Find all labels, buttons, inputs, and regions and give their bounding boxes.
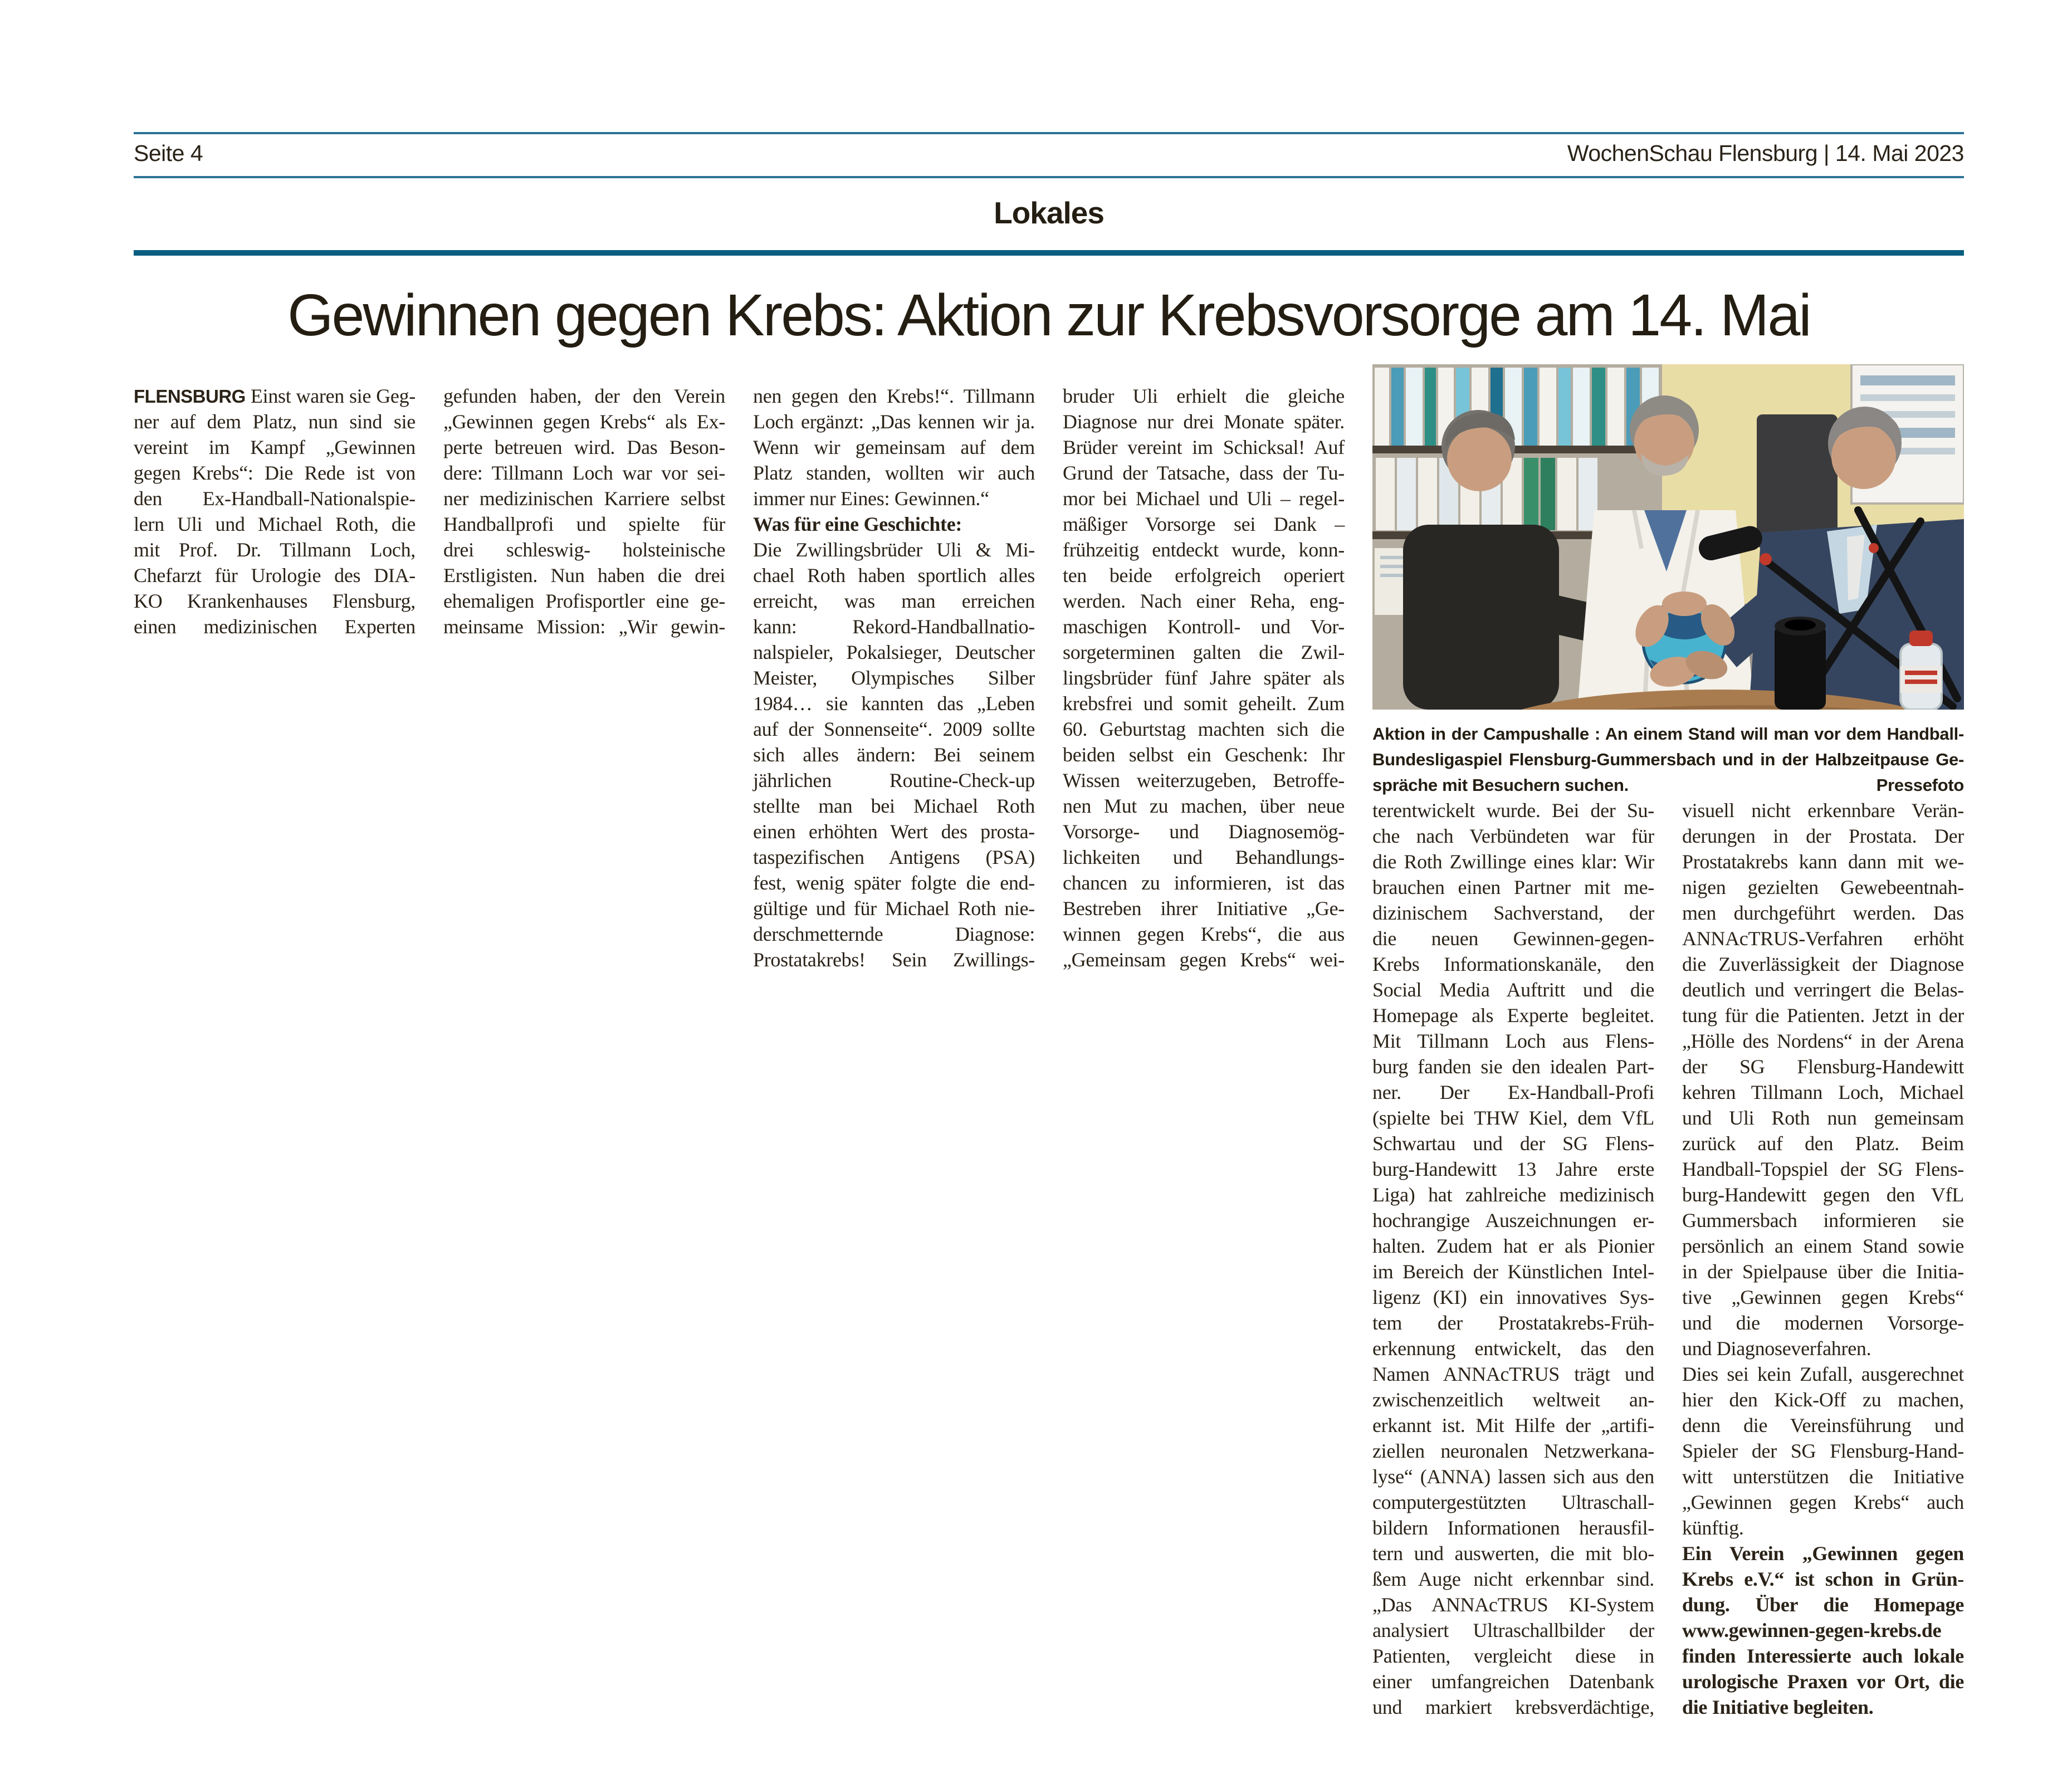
- article-line: ßem Auge nicht erkennbar sind.: [1372, 1568, 1654, 1590]
- article-line: brauchen einen Partner mit me-: [1372, 876, 1654, 898]
- article-line: lichkeiten und Behandlungs-: [1063, 846, 1345, 868]
- article-line: den Ex-Handball-Nationalspie-: [134, 487, 416, 510]
- photo-caption: [1372, 721, 1964, 798]
- article-line: terentwickelt wurde. Bei der Su-: [1372, 799, 1654, 822]
- article-line: Gummersbach informieren sie: [1682, 1209, 1964, 1231]
- article-line: Meister, Olympisches Silber: [753, 667, 1035, 689]
- article-line: Patienten, vergleicht diese in: [1372, 1645, 1654, 1667]
- article-line: winnen gegen Krebs“, die aus: [1063, 923, 1345, 945]
- page-number: Seite 4: [134, 140, 203, 166]
- article-line: ner medizinischen Karriere selbst: [443, 487, 725, 510]
- article-line: (spielte bei THW Kiel, dem VfL: [1372, 1107, 1654, 1129]
- article-line: jährlichen Routine-Check-up: [753, 769, 1035, 791]
- article-line: ligenz (KI) ein innovatives Sys-: [1372, 1286, 1654, 1308]
- article-line: bruder Uli erhielt die gleiche: [1063, 385, 1345, 407]
- article-line: lingsbrüder fünf Jahre später als: [1063, 667, 1345, 689]
- article-headline: Gewinnen gegen Krebs: Aktion zur Krebsvorsorge am 14. Mai: [287, 282, 1810, 348]
- article-line: chancen zu informieren, ist das: [1063, 872, 1345, 894]
- article-line: Brüder vereint im Schicksal! Auf: [1063, 436, 1345, 458]
- article-line: Grund der Tatsache, dass der Tu-: [1063, 462, 1345, 484]
- section-title: Lokales: [994, 196, 1104, 230]
- article-line: Wissen weiterzugeben, Betroffe-: [1063, 769, 1345, 791]
- article-line: taspezifischen Antigens (PSA): [753, 846, 1035, 868]
- article-line: Mit Tillmann Loch aus Flens-: [1372, 1030, 1654, 1052]
- article-column-4: [1063, 383, 1345, 972]
- article-line: halten. Zudem hat er als Pionier: [1372, 1235, 1654, 1257]
- article-line: erreicht, was man erreichen: [753, 590, 1035, 612]
- article-line: Dies sei kein Zufall, ausgerechnet: [1682, 1363, 1964, 1385]
- article-line: Prostatakrebs kann dann mit we-: [1682, 851, 1964, 873]
- article-line: finden Interessierte auch lokale: [1682, 1645, 1964, 1667]
- article-line: die Zuverlässigkeit der Diagnose: [1682, 953, 1964, 975]
- article-line: bildern Informationen herausfil-: [1372, 1517, 1654, 1539]
- article-line: zurück auf den Platz. Beim: [1682, 1132, 1964, 1155]
- press-photo: [1372, 364, 1964, 710]
- article-line: Spieler der SG Flensburg-Hand-: [1682, 1440, 1964, 1462]
- article-line: und Diagnoseverfahren.: [1682, 1337, 1871, 1360]
- article-line: tern und auswerten, die mit blo-: [1372, 1542, 1654, 1565]
- article-line: derschmetternde Diagnose:: [753, 923, 1035, 945]
- article-column-3: [753, 383, 1035, 972]
- header-bottom-rule: [134, 176, 1964, 178]
- article-line: nen Mut zu machen, über neue: [1063, 795, 1345, 817]
- article-line: lyse“ (ANNA) lassen sich aus den: [1372, 1465, 1654, 1488]
- section-rule: [134, 250, 1964, 256]
- article-line: und die modernen Vorsorge-: [1682, 1312, 1964, 1334]
- article-line: mor bei Michael und Uli – regel-: [1063, 487, 1345, 510]
- caption-line: Aktion in der Campushalle : An einem Stand will man vor dem Handball-: [1372, 724, 1964, 744]
- article-line: beiden selbst ein Geschenk: Ihr: [1063, 744, 1345, 766]
- article-line: deutlich und verringert die Belas-: [1682, 979, 1964, 1001]
- article-line: Was für eine Geschichte:: [753, 513, 962, 535]
- article-line: witt unterstützen die Initiative: [1682, 1465, 1964, 1488]
- article-line: 60. Geburtstag machten sich die: [1063, 718, 1345, 740]
- article-line: burg-Handewitt gegen den VfL: [1682, 1184, 1964, 1206]
- monitor: [1757, 414, 1838, 548]
- article-line: ziellen neuronalen Netzwerkana-: [1372, 1440, 1654, 1462]
- article-line: sorgeterminen galten die Zwil-: [1063, 641, 1345, 663]
- article-line: einen medizinischen Experten: [134, 615, 416, 638]
- article-line: analysiert Ultraschallbilder der: [1372, 1619, 1654, 1641]
- article-line: sich alles ändern: Bei seinem: [753, 744, 1035, 766]
- article-line: Krebs Informationskanäle, den: [1372, 953, 1654, 975]
- article-line: Chefarzt für Urologie des DIA-: [134, 564, 416, 587]
- article-line: Handballprofi und spielte für: [443, 513, 725, 535]
- photo-credit: Pressefoto: [1876, 775, 1964, 795]
- article-line: werden. Nach einer Reha, eng-: [1063, 590, 1345, 612]
- article-line: denn die Vereinsführung und: [1682, 1414, 1964, 1436]
- article-line: nigen gezielten Gewebeentnah-: [1682, 876, 1964, 898]
- article-line: im Bereich der Künstlichen Intel-: [1372, 1260, 1654, 1283]
- article-line: zwischenzeitlich weltweit an-: [1372, 1389, 1654, 1411]
- article-line: Liga) hat zahlreiche medizinisch: [1372, 1184, 1654, 1206]
- article-line: Loch ergänzt: „Das kennen wir ja.: [753, 410, 1035, 433]
- article-line: ten beide erfolgreich operiert: [1063, 564, 1345, 587]
- article-line: urologische Praxen vor Ort, die: [1682, 1670, 1964, 1693]
- article-line: Schwartau und der SG Flens-: [1372, 1132, 1654, 1155]
- article-line: einer umfangreichen Datenbank: [1372, 1670, 1654, 1693]
- article-line: „Gewinnen gegen Krebs“ als Ex-: [443, 410, 725, 433]
- article-line: drei schleswig- holsteinische: [443, 539, 725, 561]
- article-line: meinsame Mission: „Wir gewin-: [443, 615, 725, 638]
- article-line: lern Uli und Michael Roth, die: [134, 513, 416, 535]
- article-line: in der Spielpause über die Initia-: [1682, 1260, 1964, 1283]
- article-column-6: [1682, 798, 1964, 1720]
- article-line: dung. Über die Homepage: [1682, 1594, 1964, 1616]
- article-line: hochrangige Auszeichnungen er-: [1372, 1209, 1654, 1231]
- article-line: fest, wenig später folgte die end-: [753, 872, 1035, 894]
- article-line: visuell nicht erkennbare Verän-: [1682, 799, 1964, 822]
- article-line: men durchgeführt werden. Das: [1682, 902, 1964, 924]
- article-line: kehren Tillmann Loch, Michael: [1682, 1081, 1964, 1103]
- article-line: Krebs e.V.“ ist schon in Grün-: [1682, 1568, 1964, 1590]
- article-line: erkennung entwickelt, das den: [1372, 1337, 1654, 1360]
- article-line: mäßiger Vorsorge sei Dank –: [1063, 513, 1345, 535]
- article-line: „Gemeinsam gegen Krebs“ wei-: [1063, 949, 1345, 971]
- article-line: erkannt ist. Mit Hilfe der „artifi-: [1372, 1414, 1654, 1436]
- article-line: Bestreben ihrer Initiative „Ge-: [1063, 897, 1345, 920]
- article-line: hier den Kick-Off zu machen,: [1682, 1389, 1964, 1411]
- article-line: persönlich an einem Stand sowie: [1682, 1235, 1964, 1257]
- article-column-2: [443, 383, 725, 639]
- article-line: Prostatakrebs! Sein Zwillings-: [753, 949, 1035, 971]
- caption-text: spräche mit Besuchern suchen.: [1372, 775, 1629, 795]
- article-line: mit Prof. Dr. Tillmann Loch,: [134, 539, 416, 561]
- article-line: nalspieler, Pokalsieger, Deutscher: [753, 641, 1035, 663]
- article-line: chael Roth haben sportlich alles: [753, 564, 1035, 587]
- article-line: Namen ANNAcTRUS trägt und: [1372, 1363, 1654, 1385]
- article-line: die neuen Gewinnen-gegen-: [1372, 927, 1654, 950]
- article-line: dere: Tillmann Loch war vor sei-: [443, 462, 725, 484]
- article-line: Ein Verein „Gewinnen gegen: [1682, 1542, 1964, 1565]
- press-photo-illustration: [1372, 364, 1964, 710]
- article-line: die Initiative begleiten.: [1682, 1696, 1874, 1718]
- article-line: computergestützten Ultraschall-: [1372, 1491, 1654, 1513]
- article-line: auf der Sonnenseite“. 2009 sollte: [753, 718, 1035, 740]
- masthead-date: WochenSchau Flensburg | 14. Mai 2023: [1567, 140, 1964, 166]
- article-line: tem der Prostatakrebs-Früh-: [1372, 1312, 1654, 1334]
- article-line: tive „Gewinnen gegen Krebs“: [1682, 1286, 1964, 1308]
- article-line: immer nur Eines: Gewinnen.“: [753, 487, 989, 510]
- article-line: künftig.: [1682, 1517, 1744, 1539]
- article-line: derungen in der Prostata. Der: [1682, 825, 1964, 847]
- article-line: www.gewinnen-gegen-krebs.de: [1682, 1619, 1942, 1641]
- article-line: gefunden haben, der den Verein: [443, 385, 725, 407]
- article-line: stellte man bei Michael Roth: [753, 795, 1035, 817]
- article-line: der SG Flensburg-Handewitt: [1682, 1055, 1964, 1078]
- article-line: Platz standen, wollten wir auch: [753, 462, 1035, 484]
- article-line: 1984… sie kannten das „Leben: [753, 692, 1035, 715]
- article-line: frühzeitig entdeckt wurde, konn-: [1063, 539, 1345, 561]
- article-line: che nach Verbündeten war für: [1372, 825, 1654, 847]
- article-line: ANNAcTRUS-Verfahren erhöht: [1682, 927, 1964, 950]
- article-line: KO Krankenhauses Flensburg,: [134, 590, 416, 612]
- article-line: Diagnose nur drei Monate später.: [1063, 410, 1345, 433]
- article-line: nen gegen den Krebs!“. Tillmann: [753, 385, 1035, 407]
- article-line: die Roth Zwillinge eines klar: Wir: [1372, 851, 1654, 873]
- article-line: maschigen Kontroll- und Vor-: [1063, 615, 1345, 638]
- article-line: dizinischem Sachverstand, der: [1372, 902, 1654, 924]
- article-line: ehemaligen Profisportler eine ge-: [443, 590, 725, 612]
- article-line: „Gewinnen gegen Krebs“ auch: [1682, 1491, 1964, 1513]
- article-line: ner. Der Ex-Handball-Profi: [1372, 1081, 1654, 1103]
- article-line: „Das ANNAcTRUS KI-System: [1372, 1594, 1654, 1616]
- article-line: gültige und für Michael Roth nie-: [753, 897, 1035, 920]
- article-line: Die Zwillingsbrüder Uli & Mi-: [753, 539, 1035, 561]
- article-line: FLENSBURG Einst waren sie Geg-: [134, 385, 416, 407]
- article-line: burg-Handewitt 13 Jahre erste: [1372, 1158, 1654, 1180]
- thermos: [1775, 617, 1826, 710]
- dateline: FLENSBURG: [134, 386, 246, 407]
- article-line: Homepage als Experte begleitet.: [1372, 1004, 1654, 1027]
- article-line: kann: Rekord-Handballnatio-: [753, 615, 1035, 638]
- article-line: einen erhöhten Wert des prosta-: [753, 820, 1035, 843]
- hand: [1662, 592, 1707, 616]
- article-line: tung für die Patienten. Jetzt in der: [1682, 1004, 1964, 1027]
- article-column-5: [1372, 798, 1654, 1720]
- caption-line: Bundesligaspiel Flensburg-Gummersbach und in der Halbzeitpause Ge-: [1372, 750, 1964, 769]
- article-line: gegen Krebs“: Die Rede ist von: [134, 462, 416, 484]
- page-header: [134, 140, 1964, 169]
- header-top-rule: [134, 132, 1964, 134]
- article-line: und markiert krebsverdächtige,: [1372, 1696, 1654, 1718]
- article-line: Erstligisten. Nun haben die drei: [443, 564, 725, 587]
- article-line: Wenn wir gemeinsam auf dem: [753, 436, 1035, 458]
- article-line: ner auf dem Platz, nun sind sie: [134, 410, 416, 433]
- article-line: „Hölle des Nordens“ in der Arena: [1682, 1030, 1964, 1052]
- article-line: burg fanden sie den idealen Part-: [1372, 1055, 1654, 1078]
- article-line: Handball-Topspiel der SG Flens-: [1682, 1158, 1964, 1180]
- article-line: Social Media Auftritt und die: [1372, 979, 1654, 1001]
- article-line: vereint im Kampf „Gewinnen: [134, 436, 416, 458]
- article-line: krebsfrei und somit geheilt. Zum: [1063, 692, 1345, 715]
- article-line: Vorsorge- und Diagnosemög-: [1063, 820, 1345, 843]
- article-line: und Uli Roth nun gemeinsam: [1682, 1107, 1964, 1129]
- article-line: perte betreuen wird. Das Beson-: [443, 436, 725, 458]
- article-column-1: [134, 383, 416, 639]
